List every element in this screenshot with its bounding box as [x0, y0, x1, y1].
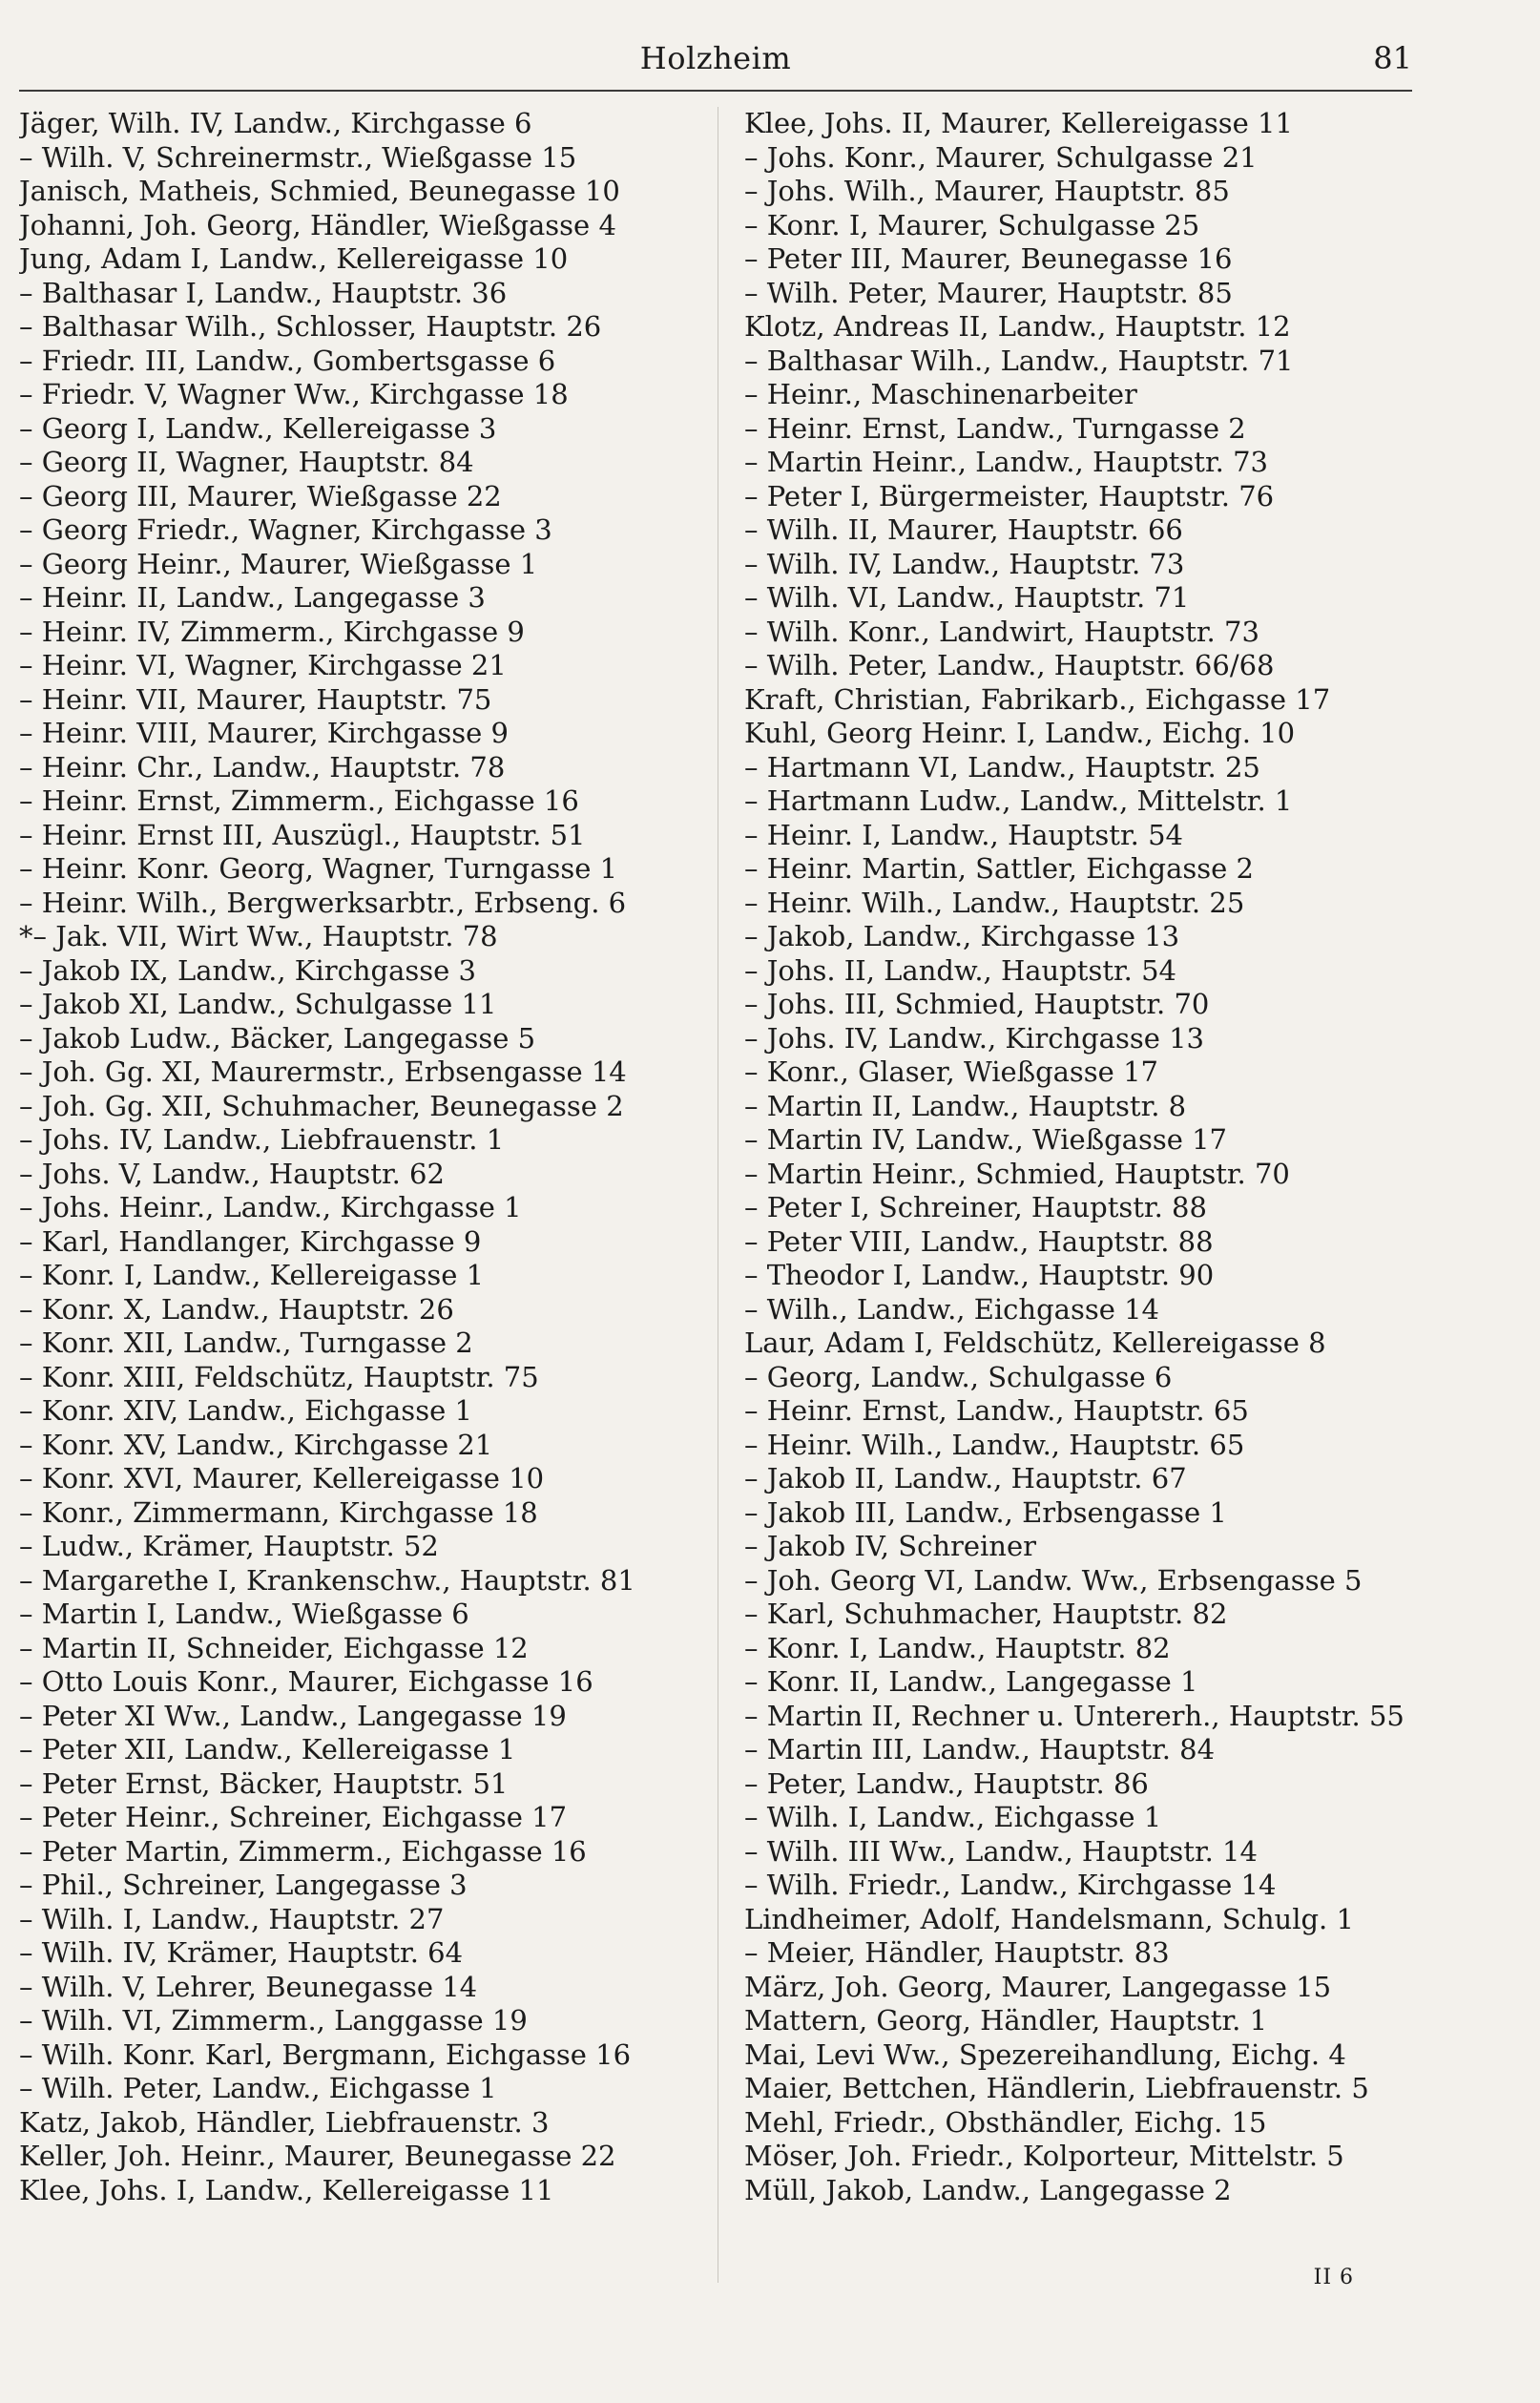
directory-entry: – Joh. Gg. XI, Maurermstr., Erbsengasse 14 [19, 1055, 627, 1088]
right-column [744, 107, 1450, 2207]
directory-entry: – Wilh. Peter, Landw., Hauptstr. 66/68 [744, 649, 1275, 681]
directory-entry: – Johs. Konr., Maurer, Schulgasse 21 [744, 140, 1258, 174]
directory-entry: – Heinr. Wilh., Bergwerksarbtr., Erbseng. 6 [19, 886, 627, 919]
directory-entry: – Balthasar Wilh., Schlosser, Hauptstr. 26 [19, 310, 602, 343]
directory-entry: – Johs. V, Landw., Hauptstr. 62 [19, 1157, 445, 1190]
directory-entry: – Johs. Heinr., Landw., Kirchgasse 1 [19, 1191, 522, 1223]
directory-entry: – Wilh. IV, Krämer, Hauptstr. 64 [19, 1936, 464, 1969]
directory-entry: März, Joh. Georg, Maurer, Langegasse 15 [744, 1970, 1332, 2003]
directory-entry: – Martin II, Rechner u. Untererh., Hauptstr. 55 [744, 1699, 1405, 1732]
left-column [19, 107, 725, 2207]
directory-entry: – Wilh. IV, Landw., Hauptstr. 73 [744, 547, 1185, 580]
directory-entry: – Heinr. VI, Wagner, Kirchgasse 21 [19, 649, 507, 681]
directory-entry: – Georg Friedr., Wagner, Kirchgasse 3 [19, 513, 552, 546]
directory-entry: – Theodor I, Landw., Hauptstr. 90 [744, 1259, 1215, 1291]
directory-entry: – Johs. II, Landw., Hauptstr. 54 [744, 953, 1176, 987]
page-number: 81 [1373, 40, 1412, 76]
directory-entry: – Peter, Landw., Hauptstr. 86 [744, 1766, 1149, 1800]
directory-entry: *– Jak. VII, Wirt Ww., Hauptstr. 78 [19, 920, 498, 952]
directory-entry: – Peter Ernst, Bäcker, Hauptstr. 51 [19, 1766, 509, 1800]
directory-entry: Kuhl, Georg Heinr. I, Landw., Eichg. 10 [744, 717, 1296, 749]
directory-entry: – Konr. II, Landw., Langegasse 1 [744, 1665, 1198, 1698]
directory-entry: Möser, Joh. Friedr., Kolporteur, Mittelstr. 5 [744, 2140, 1344, 2172]
directory-entry: – Peter I, Schreiner, Hauptstr. 88 [744, 1191, 1207, 1223]
directory-entry: – Heinr. Ernst, Landw., Hauptstr. 65 [744, 1394, 1249, 1427]
directory-entry: – Peter VIII, Landw., Hauptstr. 88 [744, 1224, 1214, 1258]
directory-entry: Mehl, Friedr., Obsthändler, Eichg. 15 [744, 2105, 1267, 2139]
directory-entry: – Hartmann Ludw., Landw., Mittelstr. 1 [744, 784, 1293, 817]
directory-entry: – Joh. Georg VI, Landw. Ww., Erbsengasse 5 [744, 1563, 1363, 1597]
directory-entry: – Konr. I, Landw., Hauptstr. 82 [744, 1631, 1171, 1664]
page-header [19, 36, 1412, 92]
directory-entry: – Jakob IV, Schreiner [744, 1530, 1037, 1562]
directory-entry: – Joh. Gg. XII, Schuhmacher, Beunegasse 2 [19, 1089, 624, 1122]
directory-entry: – Georg, Landw., Schulgasse 6 [744, 1360, 1173, 1393]
directory-entry: – Karl, Schuhmacher, Hauptstr. 82 [744, 1598, 1228, 1630]
directory-entry: – Jakob, Landw., Kirchgasse 13 [744, 920, 1180, 952]
directory-entry: – Martin II, Schneider, Eichgasse 12 [19, 1631, 529, 1664]
directory-entry: Katz, Jakob, Händler, Liebfrauenstr. 3 [19, 2105, 550, 2139]
directory-entry: – Peter Martin, Zimmerm., Eichgasse 16 [19, 1834, 587, 1868]
directory-entry: – Georg I, Landw., Kellereigasse 3 [19, 411, 497, 445]
directory-entry: – Wilh. V, Schreinermstr., Wießgasse 15 [19, 140, 577, 174]
directory-entry: – Konr. XVI, Maurer, Kellereigasse 10 [19, 1462, 545, 1494]
directory-entry: – Konr. I, Landw., Kellereigasse 1 [19, 1259, 485, 1291]
directory-entry: – Jakob XI, Landw., Schulgasse 11 [19, 988, 497, 1020]
signature-mark: II 6 [1313, 2266, 1354, 2289]
directory-entry: – Peter Heinr., Schreiner, Eichgasse 17 [19, 1801, 568, 1833]
directory-entry: – Peter XII, Landw., Kellereigasse 1 [19, 1733, 516, 1766]
directory-entry: – Jakob Ludw., Bäcker, Langegasse 5 [19, 1021, 536, 1055]
directory-entry: – Konr., Zimmermann, Kirchgasse 18 [19, 1495, 538, 1529]
directory-entry: – Heinr. Ernst, Landw., Turngasse 2 [744, 411, 1246, 445]
directory-entry: – Jakob IX, Landw., Kirchgasse 3 [19, 953, 476, 987]
directory-entry: – Wilh. VI, Zimmerm., Langgasse 19 [19, 2004, 528, 2037]
directory-entry: – Konr. XII, Landw., Turngasse 2 [19, 1327, 473, 1359]
directory-entry: – Margarethe I, Krankenschw., Hauptstr. 81 [19, 1563, 635, 1597]
directory-entry: Jung, Adam I, Landw., Kellereigasse 10 [19, 242, 569, 275]
directory-entry: – Georg Heinr., Maurer, Wießgasse 1 [19, 547, 538, 580]
directory-entry: – Wilh. I, Landw., Eichgasse 1 [744, 1801, 1162, 1833]
directory-entry: – Martin III, Landw., Hauptstr. 84 [744, 1733, 1216, 1766]
directory-entry: – Johs. III, Schmied, Hauptstr. 70 [744, 988, 1210, 1020]
directory-entry: – Heinr. VII, Maurer, Hauptstr. 75 [19, 682, 492, 716]
directory-entry: – Peter I, Bürgermeister, Hauptstr. 76 [744, 479, 1275, 512]
directory-entry: – Heinr. Ernst, Zimmerm., Eichgasse 16 [19, 784, 579, 817]
directory-entry: Maier, Bettchen, Händlerin, Liebfrauenstr. 5 [744, 2072, 1369, 2104]
directory-entry: – Wilh. Friedr., Landw., Kirchgasse 14 [744, 1869, 1277, 1901]
directory-entry: – Konr. XIV, Landw., Eichgasse 1 [19, 1394, 472, 1427]
directory-entry: – Johs. Wilh., Maurer, Hauptstr. 85 [744, 175, 1230, 207]
directory-entry: Müll, Jakob, Landw., Langegasse 2 [744, 2173, 1232, 2206]
directory-entry: – Wilh. V, Lehrer, Beunegasse 14 [19, 1970, 478, 2003]
directory-entry: – Peter III, Maurer, Beunegasse 16 [744, 242, 1233, 275]
directory-entry: – Heinr., Maschinenarbeiter [744, 378, 1137, 410]
directory-entry: Jäger, Wilh. IV, Landw., Kirchgasse 6 [19, 107, 532, 139]
directory-entry: – Friedr. V, Wagner Ww., Kirchgasse 18 [19, 378, 569, 410]
directory-entry: – Konr. XIII, Feldschütz, Hauptstr. 75 [19, 1360, 539, 1393]
directory-entry: – Heinr. VIII, Maurer, Kirchgasse 9 [19, 717, 509, 749]
directory-entry: Mattern, Georg, Händler, Hauptstr. 1 [744, 2004, 1268, 2037]
directory-entry: – Peter XI Ww., Landw., Langegasse 19 [19, 1699, 567, 1732]
directory-entry: – Heinr. Wilh., Landw., Hauptstr. 65 [744, 1428, 1245, 1461]
directory-entry: – Georg III, Maurer, Wießgasse 22 [19, 479, 502, 512]
directory-entry: – Otto Louis Konr., Maurer, Eichgasse 16 [19, 1665, 593, 1698]
directory-entry: – Wilh. VI, Landw., Hauptstr. 71 [744, 581, 1190, 614]
directory-entry: – Phil., Schreiner, Langegasse 3 [19, 1869, 468, 1901]
directory-entry: Kraft, Christian, Fabrikarb., Eichgasse 17 [744, 682, 1331, 716]
directory-entry: – Heinr. Wilh., Landw., Hauptstr. 25 [744, 886, 1245, 919]
directory-entry: – Heinr. Chr., Landw., Hauptstr. 78 [19, 750, 506, 784]
directory-entry: – Heinr. II, Landw., Langegasse 3 [19, 581, 486, 614]
directory-entry: – Wilh., Landw., Eichgasse 14 [744, 1292, 1159, 1326]
directory-entry: Johanni, Joh. Georg, Händler, Wießgasse 4 [19, 208, 616, 241]
directory-entry: – Martin II, Landw., Hauptstr. 8 [744, 1089, 1187, 1122]
directory-entry: – Wilh. Konr. Karl, Bergmann, Eichgasse 16 [19, 2037, 632, 2071]
directory-entry: – Johs. IV, Landw., Liebfrauenstr. 1 [19, 1123, 505, 1156]
directory-entry: Keller, Joh. Heinr., Maurer, Beunegasse 22 [19, 2140, 616, 2172]
directory-entry: – Martin IV, Landw., Wießgasse 17 [744, 1123, 1227, 1156]
directory-entry: Klee, Johs. I, Landw., Kellereigasse 11 [19, 2173, 554, 2206]
directory-entry: – Friedr. III, Landw., Gombertsgasse 6 [19, 344, 556, 377]
directory-entry: – Konr. XV, Landw., Kirchgasse 21 [19, 1428, 493, 1461]
directory-entry: – Martin Heinr., Landw., Hauptstr. 73 [744, 446, 1268, 478]
directory-entry: – Jakob III, Landw., Erbsengasse 1 [744, 1495, 1227, 1529]
directory-entry: – Jakob II, Landw., Hauptstr. 67 [744, 1462, 1187, 1494]
directory-entry: – Konr., Glaser, Wießgasse 17 [744, 1055, 1158, 1088]
directory-entry: – Konr. X, Landw., Hauptstr. 26 [19, 1292, 454, 1326]
directory-entry: – Heinr. IV, Zimmerm., Kirchgasse 9 [19, 615, 525, 648]
directory-entry: – Wilh. Konr., Landwirt, Hauptstr. 73 [744, 615, 1259, 648]
directory-entry: – Heinr. Ernst III, Auszügl., Hauptstr. 51 [19, 818, 586, 851]
directory-entry: – Heinr. Konr. Georg, Wagner, Turngasse 1 [19, 852, 618, 885]
directory-entry: – Karl, Handlanger, Kirchgasse 9 [19, 1224, 482, 1258]
directory-entry: – Balthasar Wilh., Landw., Hauptstr. 71 [744, 344, 1294, 377]
directory-entry: – Hartmann VI, Landw., Hauptstr. 25 [744, 750, 1260, 784]
directory-entry: – Wilh. Peter, Maurer, Hauptstr. 85 [744, 276, 1233, 309]
directory-entry: Laur, Adam I, Feldschütz, Kellereigasse 8 [744, 1327, 1326, 1359]
directory-entry: Lindheimer, Adolf, Handelsmann, Schulg. 1 [744, 1902, 1354, 1935]
directory-entry: – Heinr. I, Landw., Hauptstr. 54 [744, 818, 1183, 851]
directory-entry: – Martin I, Landw., Wießgasse 6 [19, 1598, 469, 1630]
directory-entry: – Balthasar I, Landw., Hauptstr. 36 [19, 276, 508, 309]
directory-entry: Janisch, Matheis, Schmied, Beunegasse 10 [19, 175, 620, 207]
directory-entry: – Wilh. I, Landw., Hauptstr. 27 [19, 1902, 445, 1935]
directory-entry: – Georg II, Wagner, Hauptstr. 84 [19, 446, 474, 478]
directory-entry: Klotz, Andreas II, Landw., Hauptstr. 12 [744, 310, 1291, 343]
directory-entry: – Heinr. Martin, Sattler, Eichgasse 2 [744, 852, 1254, 885]
directory-entry: – Martin Heinr., Schmied, Hauptstr. 70 [744, 1157, 1290, 1190]
directory-entry: – Konr. I, Maurer, Schulgasse 25 [744, 208, 1200, 241]
directory-entry: – Meier, Händler, Hauptstr. 83 [744, 1936, 1170, 1969]
directory-entry: – Wilh. II, Maurer, Hauptstr. 66 [744, 513, 1183, 546]
directory-entry: – Wilh. Peter, Landw., Eichgasse 1 [19, 2072, 497, 2104]
directory-entry: – Ludw., Krämer, Hauptstr. 52 [19, 1530, 439, 1562]
directory-entry: Klee, Johs. II, Maurer, Kellereigasse 11 [744, 107, 1293, 139]
directory-entry: – Wilh. III Ww., Landw., Hauptstr. 14 [744, 1834, 1258, 1868]
page-title: Holzheim [639, 40, 792, 76]
directory-entry: – Johs. IV, Landw., Kirchgasse 13 [744, 1021, 1205, 1055]
directory-entry: Mai, Levi Ww., Spezereihandlung, Eichg. 4 [744, 2037, 1346, 2071]
